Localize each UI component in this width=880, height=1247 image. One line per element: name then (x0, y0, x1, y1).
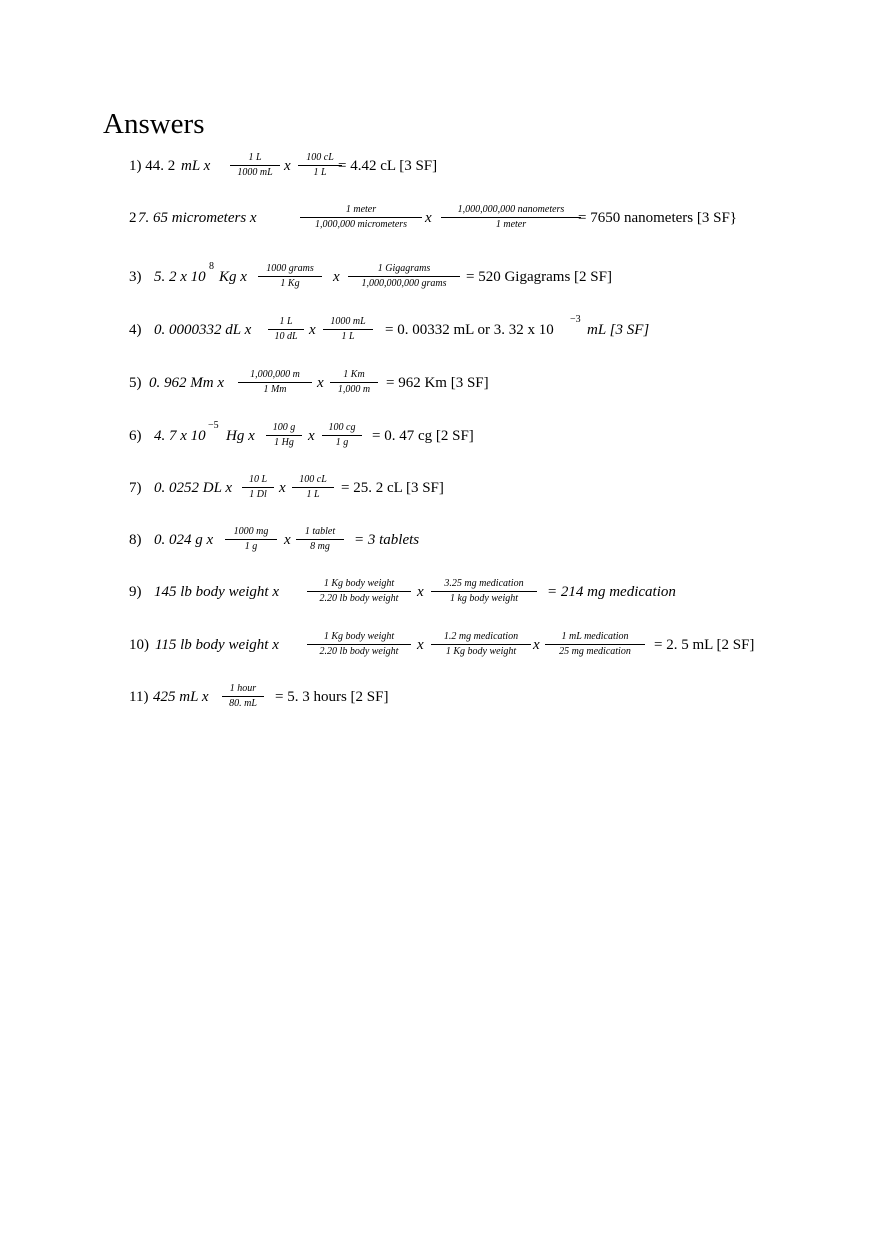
answer-10-result: = 2. 5 mL [2 SF] (654, 637, 755, 653)
answer-3-result: = 520 Gigagrams [2 SF] (466, 269, 612, 285)
answer-7-quantity: 0. 0252 DL x (154, 480, 233, 496)
answer-2-quantity: 7. 65 micrometers x (138, 210, 257, 226)
answer-1-quantity: mL x (181, 158, 211, 174)
answer-10-factor-3: 1 mL medication 25 mg medication (545, 631, 645, 658)
answer-3-factor-2: 1 Gigagrams 1,000,000,000 grams (348, 263, 460, 290)
answer-11-factor-1: 1 hour 80. mL (222, 683, 264, 710)
answer-6-factor-1: 100 g 1 Hg (266, 422, 302, 449)
answer-5-times: x (317, 375, 324, 391)
answer-4-factor-2: 1000 mL 1 L (323, 316, 373, 343)
answer-3-quantity: 5. 2 x 10 (154, 269, 206, 285)
answer-3-factor-1: 1000 grams 1 Kg (258, 263, 322, 290)
page-title: Answers (103, 108, 205, 140)
answer-7-factor-2: 100 cL 1 L (292, 474, 334, 501)
answer-10-label: 10) (129, 637, 149, 653)
answer-5-label: 5) (129, 375, 142, 391)
answer-2-factor-1: 1 meter 1,000,000 micrometers (300, 204, 422, 231)
answer-10-factor-1: 1 Kg body weight 2.20 lb body weight (307, 631, 411, 658)
answer-5-factor-1: 1,000,000 m 1 Mm (238, 369, 312, 396)
answer-8-times: x (284, 532, 291, 548)
answer-1-factor-2: 100 cL 1 L (298, 152, 342, 179)
answer-8-factor-2: 1 tablet 8 mg (296, 526, 344, 553)
answer-6-factor-2: 100 cg 1 g (322, 422, 362, 449)
answer-11-quantity: 425 mL x (153, 689, 209, 705)
answer-4-label: 4) (129, 322, 142, 338)
answer-4-result-unit: mL [3 SF] (587, 322, 650, 338)
answer-1-times: x (284, 158, 291, 174)
answer-6-result: = 0. 47 cg [2 SF] (372, 428, 474, 444)
answer-10-times-2: x (533, 637, 540, 653)
answer-7-result: = 25. 2 cL [3 SF] (341, 480, 444, 496)
answer-9-result: = 214 mg medication (547, 584, 676, 600)
answer-8-factor-1: 1000 mg 1 g (225, 526, 277, 553)
answer-11-result: = 5. 3 hours [2 SF] (275, 689, 389, 705)
answer-5-factor-2: 1 Km 1,000 m (330, 369, 378, 396)
answer-9-times: x (417, 584, 424, 600)
answer-1-factor-1: 1 L 1000 mL (230, 152, 280, 179)
answer-6-exponent: −5 (208, 420, 219, 431)
answer-2-factor-2: 1,000,000,000 nanometers 1 meter (441, 204, 581, 231)
answer-3-times: x (333, 269, 340, 285)
answer-4-quantity: 0. 0000332 dL x (154, 322, 252, 338)
answer-5-quantity: 0. 962 Mm x (149, 375, 224, 391)
answer-6-quantity: 4. 7 x 10 (154, 428, 206, 444)
answer-4-result: = 0. 00332 mL or 3. 32 x 10 (385, 322, 554, 338)
answer-9-label: 9) (129, 584, 142, 600)
answer-4-factor-1: 1 L 10 dL (268, 316, 304, 343)
answer-7-label: 7) (129, 480, 142, 496)
answer-6-times: x (308, 428, 315, 444)
answer-3-exponent: 8 (209, 261, 214, 272)
answer-1-result: = 4.42 cL [3 SF] (338, 158, 438, 174)
answer-1-label: 1) 44. 2 (129, 158, 176, 174)
answer-4-times: x (309, 322, 316, 338)
answer-3-unit: Kg x (219, 269, 247, 285)
answer-7-factor-1: 10 L 1 Dl (242, 474, 274, 501)
answer-6-unit: Hg x (226, 428, 255, 444)
answer-6-label: 6) (129, 428, 142, 444)
answer-9-factor-2: 3.25 mg medication 1 kg body weight (431, 578, 537, 605)
answer-9-factor-1: 1 Kg body weight 2.20 lb body weight (307, 578, 411, 605)
answer-8-quantity: 0. 024 g x (154, 532, 214, 548)
answer-9-quantity: 145 lb body weight x (154, 584, 279, 600)
answer-5-result: = 962 Km [3 SF] (386, 375, 489, 391)
answer-3-label: 3) (129, 269, 142, 285)
answer-2-times: x (425, 210, 432, 226)
answer-10-factor-2: 1.2 mg medication 1 Kg body weight (431, 631, 531, 658)
answer-8-label: 8) (129, 532, 142, 548)
answer-2-label: 2 (129, 210, 137, 226)
answer-7-times: x (279, 480, 286, 496)
answer-11-label: 11) (129, 689, 149, 705)
answer-2-result: = 7650 nanometers [3 SF} (578, 210, 737, 226)
answer-10-times-1: x (417, 637, 424, 653)
answer-8-result: = 3 tablets (354, 532, 420, 548)
answer-4-exponent: −3 (570, 314, 581, 325)
answer-10-quantity: 115 lb body weight x (155, 637, 279, 653)
